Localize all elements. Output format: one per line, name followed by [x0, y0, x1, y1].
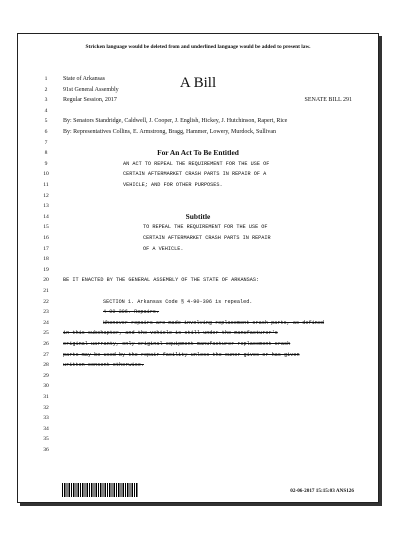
line-number: 8: [44, 150, 48, 157]
line-number: 10: [43, 171, 49, 178]
line-number: 12: [43, 192, 49, 199]
line-text: parts may be used by the repair facility unless the owner gives or has given: [63, 351, 300, 358]
line-number: 15: [43, 224, 49, 231]
bill-line: [18, 403, 378, 414]
line-text: CERTAIN AFTERMARKET CRASH PARTS IN REPAIR: [143, 235, 271, 241]
bill-line: [18, 413, 378, 424]
line-text: written consent otherwise.: [63, 362, 144, 369]
line-number: 20: [43, 277, 49, 284]
line-number: 30: [43, 383, 49, 390]
line-number: 6: [44, 129, 48, 135]
line-number: 26: [43, 341, 49, 347]
line-number: 34: [43, 425, 49, 432]
line-number: 35: [43, 436, 49, 443]
line-number: 21: [43, 288, 49, 294]
bill-line: [18, 127, 378, 138]
bill-line: [18, 233, 378, 244]
line-text: 91st General Assembly: [63, 86, 119, 93]
bill-line: [18, 85, 378, 96]
bill-line: [18, 424, 378, 435]
line-text: TO REPEAL THE REQUIREMENT FOR THE USE OF: [143, 224, 268, 231]
bill-line: [18, 381, 378, 392]
line-number: 13: [43, 203, 49, 210]
line-text: State of Arkansas: [63, 76, 105, 82]
bill-line: [18, 74, 378, 85]
line-number: 16: [43, 235, 49, 241]
line-text: original warranty, only original equipment manufacturer replacement crash: [63, 341, 291, 347]
line-number: 22: [43, 298, 49, 305]
line-number: 5: [44, 118, 48, 125]
line-number: 33: [43, 415, 49, 422]
line-number: 31: [43, 394, 49, 400]
line-number: 27: [43, 351, 49, 358]
bill-line: [18, 307, 378, 318]
line-number: 7: [44, 139, 48, 146]
line-text: By: Representatives Collins, E. Armstrong, Bragg, Hammer, Lowery, Murdock, Sullivan: [63, 129, 277, 135]
bill-line: [18, 360, 378, 371]
line-text: OF A VEHICLE.: [143, 245, 184, 252]
line-text: BE IT ENACTED BY THE GENERAL ASSEMBLY OF THE STATE OF ARKANSAS:: [63, 277, 260, 284]
line-number: 17: [43, 245, 49, 252]
bill-line: [18, 392, 378, 403]
notice-text: Stricken language would be deleted from and underlined language would be added to present law.: [85, 44, 311, 50]
line-text: in this subchapter, and the vehicle is still under the manufacturer's: [63, 330, 278, 337]
bill-line: [18, 434, 378, 445]
bill-line: [18, 244, 378, 255]
line-number: 14: [43, 213, 49, 220]
line-number: 2: [44, 86, 48, 93]
bill-line: [18, 318, 378, 329]
line-text: SECTION 1. Arkansas Code § 4-90-306 is repealed.: [103, 298, 253, 305]
bill-line: [18, 371, 378, 382]
line-number: 28: [43, 362, 49, 369]
bill-line: [18, 116, 378, 127]
footer-stamp: 02-06-2017 15:15:03 ANS126: [290, 488, 354, 494]
bill-line: [18, 339, 378, 350]
bill-line: [18, 191, 378, 202]
line-number: 4: [44, 107, 48, 114]
bill-line: [18, 159, 378, 170]
line-number: 18: [43, 256, 49, 263]
line-number: 32: [43, 404, 49, 411]
bill-line: [18, 95, 378, 106]
line-number: 1: [44, 76, 48, 82]
barcode-image: [62, 483, 138, 497]
line-text: VEHICLE; AND FOR OTHER PURPOSES.: [123, 182, 223, 188]
line-text: By: Senators Standridge, Caldwell, J. Cooper, J. English, Hickey, J. Hutchinson, Rapert, Rice: [63, 118, 288, 125]
bill-number: SENATE BILL 291: [304, 97, 352, 104]
bill-line: [18, 297, 378, 308]
bill-line: [18, 275, 378, 286]
line-text: Whenever repairs are made involving replacement crash parts, as defined: [103, 319, 325, 326]
bill-line: [18, 148, 378, 159]
bill-line: [18, 445, 378, 456]
bill-line: [18, 138, 378, 149]
bill-title: A Bill: [179, 75, 217, 91]
line-number: 9: [44, 160, 48, 167]
line-number: 25: [43, 330, 49, 337]
bill-page: [17, 33, 379, 503]
bill-line: [18, 328, 378, 339]
line-number: 36: [43, 447, 49, 453]
bill-line: [18, 180, 378, 191]
line-number: 3: [44, 97, 48, 104]
bill-line: [18, 169, 378, 180]
bill-line: [18, 212, 378, 223]
line-number: 19: [43, 266, 49, 273]
line-number: 23: [43, 309, 49, 316]
line-text: 4-90-306. Repairs.: [103, 309, 160, 316]
line-text: Subtitle: [185, 211, 211, 221]
line-number: 24: [43, 319, 49, 326]
bill-line: [18, 350, 378, 361]
line-text: AN ACT TO REPEAL THE REQUIREMENT FOR THE USE OF: [123, 160, 270, 167]
line-text: Regular Session, 2017: [63, 97, 117, 104]
line-text: CERTAIN AFTERMARKET CRASH PARTS IN REPAIR OF A: [123, 171, 267, 178]
bill-line: [18, 201, 378, 212]
bill-line: [18, 286, 378, 297]
bill-line: [18, 254, 378, 265]
bill-line: [18, 106, 378, 117]
line-text: For An Act To Be Entitled: [157, 148, 239, 158]
line-number: 11: [43, 182, 49, 188]
line-number: 29: [43, 372, 49, 379]
bill-line: [18, 222, 378, 233]
bill-line: [18, 265, 378, 276]
